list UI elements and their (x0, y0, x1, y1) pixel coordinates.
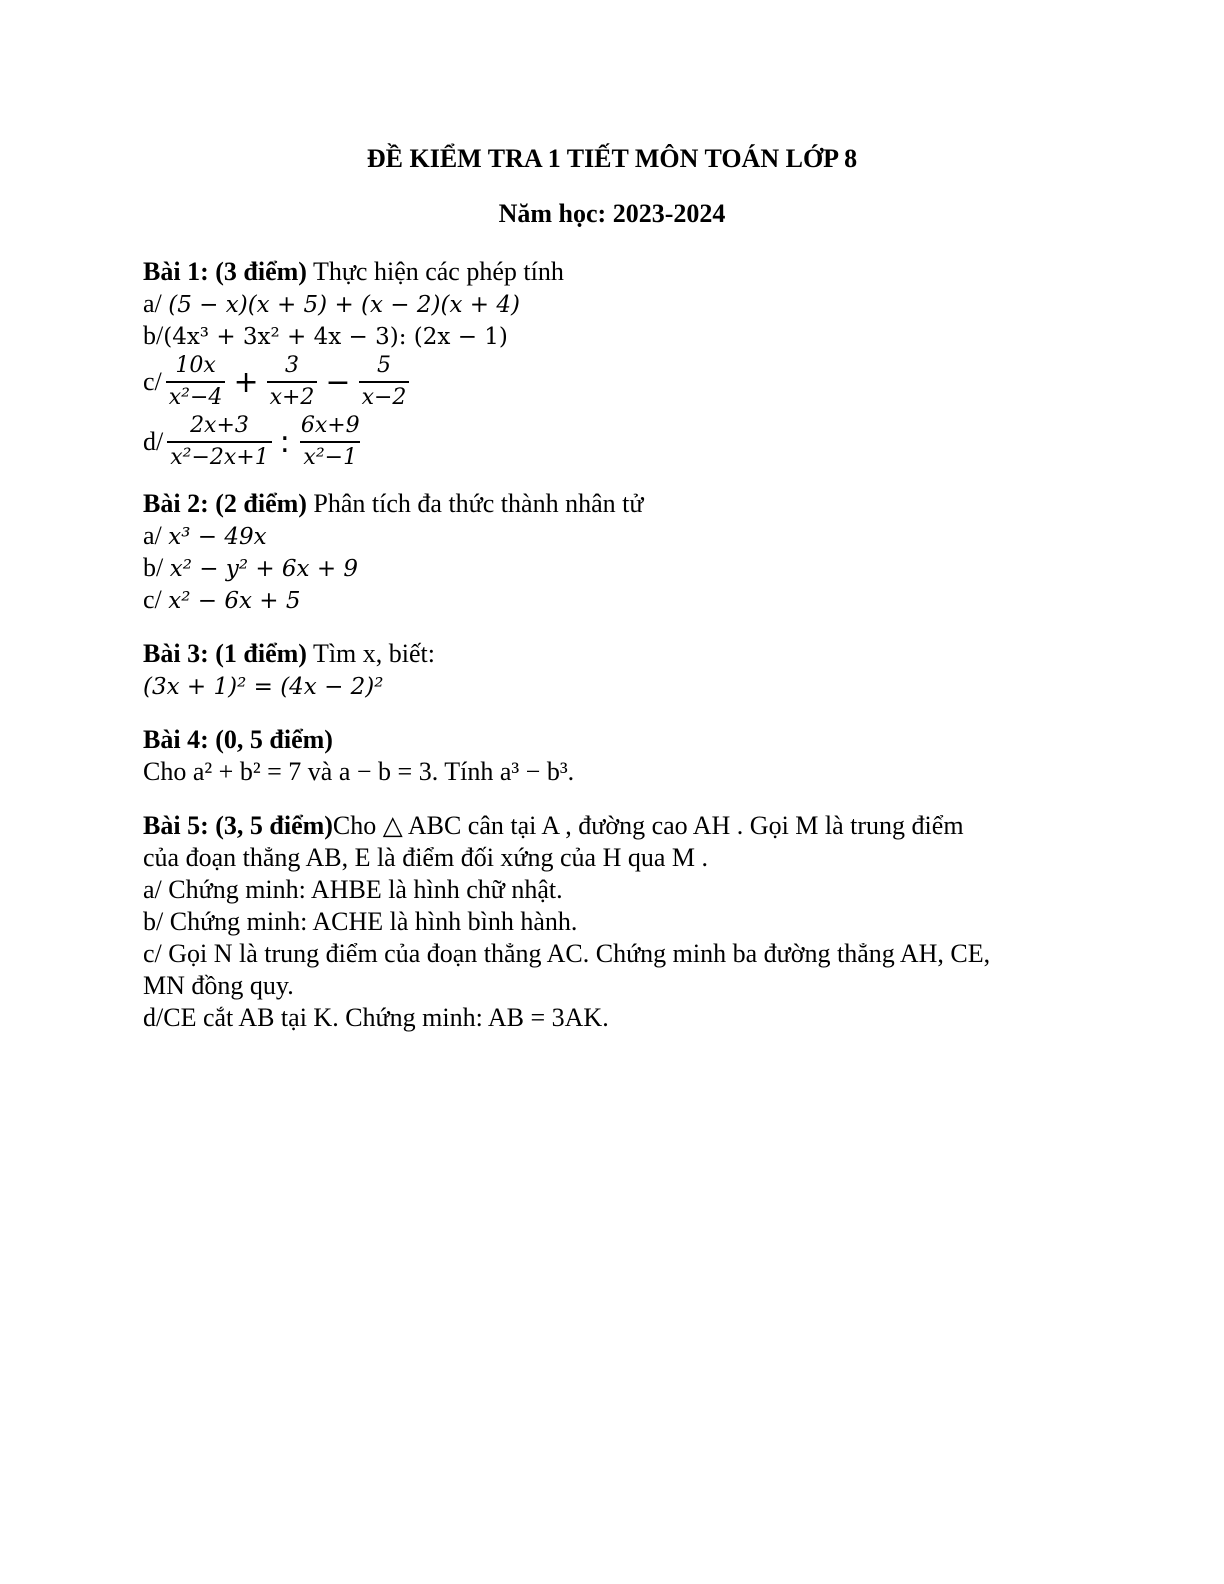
bai5-c (143, 938, 1083, 970)
fraction-numerator: 6x+9 (300, 413, 360, 438)
bai3-text: Tìm x, biết: (306, 639, 435, 668)
bai1-a-expr: (5 − x)(x + 5) + (x − 2)(x + 4) (168, 292, 520, 318)
school-year: Năm học: 2023-2024 (498, 199, 726, 228)
bai5-a-text: a/ Chứng minh: AHBE là hình chữ nhật. (143, 875, 563, 904)
bai5-text2: của đoạn thẳng AB, E là điểm đối xứng của H qua M . (143, 843, 709, 872)
bai5-c2-line (143, 970, 1083, 1002)
fraction-denominator: x²−1 (300, 441, 360, 471)
minus-operator: − (325, 364, 351, 400)
bai2-c-label: c/ (143, 585, 169, 614)
bai1-c-fraction-1 (166, 353, 226, 411)
bai1-d-label: d/ (143, 427, 164, 456)
bai5-c2-text: MN đồng quy. (143, 971, 294, 1000)
bai2-text: Phân tích đa thức thành nhân tử (306, 489, 644, 518)
bai1-c-fraction-3 (359, 353, 410, 411)
document-title: ĐỀ KIỂM TRA 1 TIẾT MÔN TOÁN LỚP 8 (366, 144, 858, 173)
bai3-expr: (3x + 1)² = (4x − 2)² (143, 674, 384, 700)
bai2-b-label: b/ (143, 553, 170, 582)
fraction-numerator: 5 (376, 353, 391, 378)
bai5-c-text: c/ Gọi N là trung điểm của đoạn thẳng AC. Chứng minh ba đường thẳng AH, CE, (143, 939, 991, 968)
division-operator: : (279, 424, 290, 460)
fraction-denominator: x²−4 (166, 381, 226, 411)
bai3-heading-line (143, 638, 1083, 670)
fraction-numerator: 10x (175, 353, 216, 378)
bai4-text-line (143, 756, 1083, 788)
bai2-heading-line (143, 488, 1083, 520)
bai5-heading: Bài 5: (3, 5 điểm) (143, 811, 333, 840)
bai4-heading-line (143, 724, 1083, 756)
bai5-a (143, 874, 1083, 906)
bai5-heading-line (143, 810, 1083, 842)
bai2-a-expr: x³ − 49x (168, 524, 267, 550)
bai4-heading: Bài 4: (0, 5 điểm) (143, 725, 333, 754)
bai2-b (143, 552, 1083, 584)
fraction-numerator: 2x+3 (190, 413, 249, 438)
bai1-b-expr: (4x³ + 3x² + 4x − 3): (2x − 1) (163, 324, 508, 350)
bai5-b-text: b/ Chứng minh: ACHE là hình bình hành. (143, 907, 578, 936)
bai3-expr-line (143, 670, 1083, 702)
bai1-c-fraction-2 (267, 353, 318, 411)
bai5-d-text: d/CE cắt AB tại K. Chứng minh: AB = 3AK. (143, 1003, 609, 1032)
bai1-b-label: b/ (143, 321, 164, 350)
bai1-heading-line (143, 256, 1083, 288)
bai2-b-expr: x² − y² + 6x + 9 (169, 556, 359, 582)
plus-operator: + (233, 364, 259, 400)
bai2-a-label: a/ (143, 521, 169, 550)
fraction-numerator: 3 (285, 353, 299, 378)
fraction-denominator: x+2 (267, 381, 318, 411)
bai1-c-label: c/ (143, 367, 162, 396)
bai5-d (143, 1002, 1083, 1034)
bai1-a-label: a/ (143, 289, 169, 318)
bai5-text2-line (143, 842, 1083, 874)
bai1-c (143, 352, 1083, 412)
bai1-text: Thực hiện các phép tính (306, 257, 564, 286)
fraction-denominator: x²−2x+1 (167, 441, 272, 471)
bai3-heading: Bài 3: (1 điểm) (143, 639, 307, 668)
bai1-d-fraction-1 (167, 413, 272, 471)
fraction-denominator: x−2 (359, 381, 410, 411)
bai1-d-fraction-2 (298, 413, 363, 471)
bai1-a (143, 288, 1083, 320)
bai5-b (143, 906, 1083, 938)
bai1-heading: Bài 1: (3 điểm) (143, 257, 307, 286)
bai4-text: Cho a² + b² = 7 và a − b = 3. Tính a³ − b³. (143, 757, 575, 786)
bai1-b (143, 320, 1083, 352)
bai1-d (143, 412, 1083, 472)
exam-content (143, 256, 1083, 1034)
bai2-a (143, 520, 1083, 552)
bai2-c-expr: x² − 6x + 5 (168, 588, 301, 614)
bai2-c (143, 584, 1083, 616)
bai2-heading: Bài 2: (2 điểm) (143, 489, 307, 518)
bai5-text: Cho △ ABC cân tại A , đường cao AH . Gọi M là trung điểm (332, 811, 964, 840)
